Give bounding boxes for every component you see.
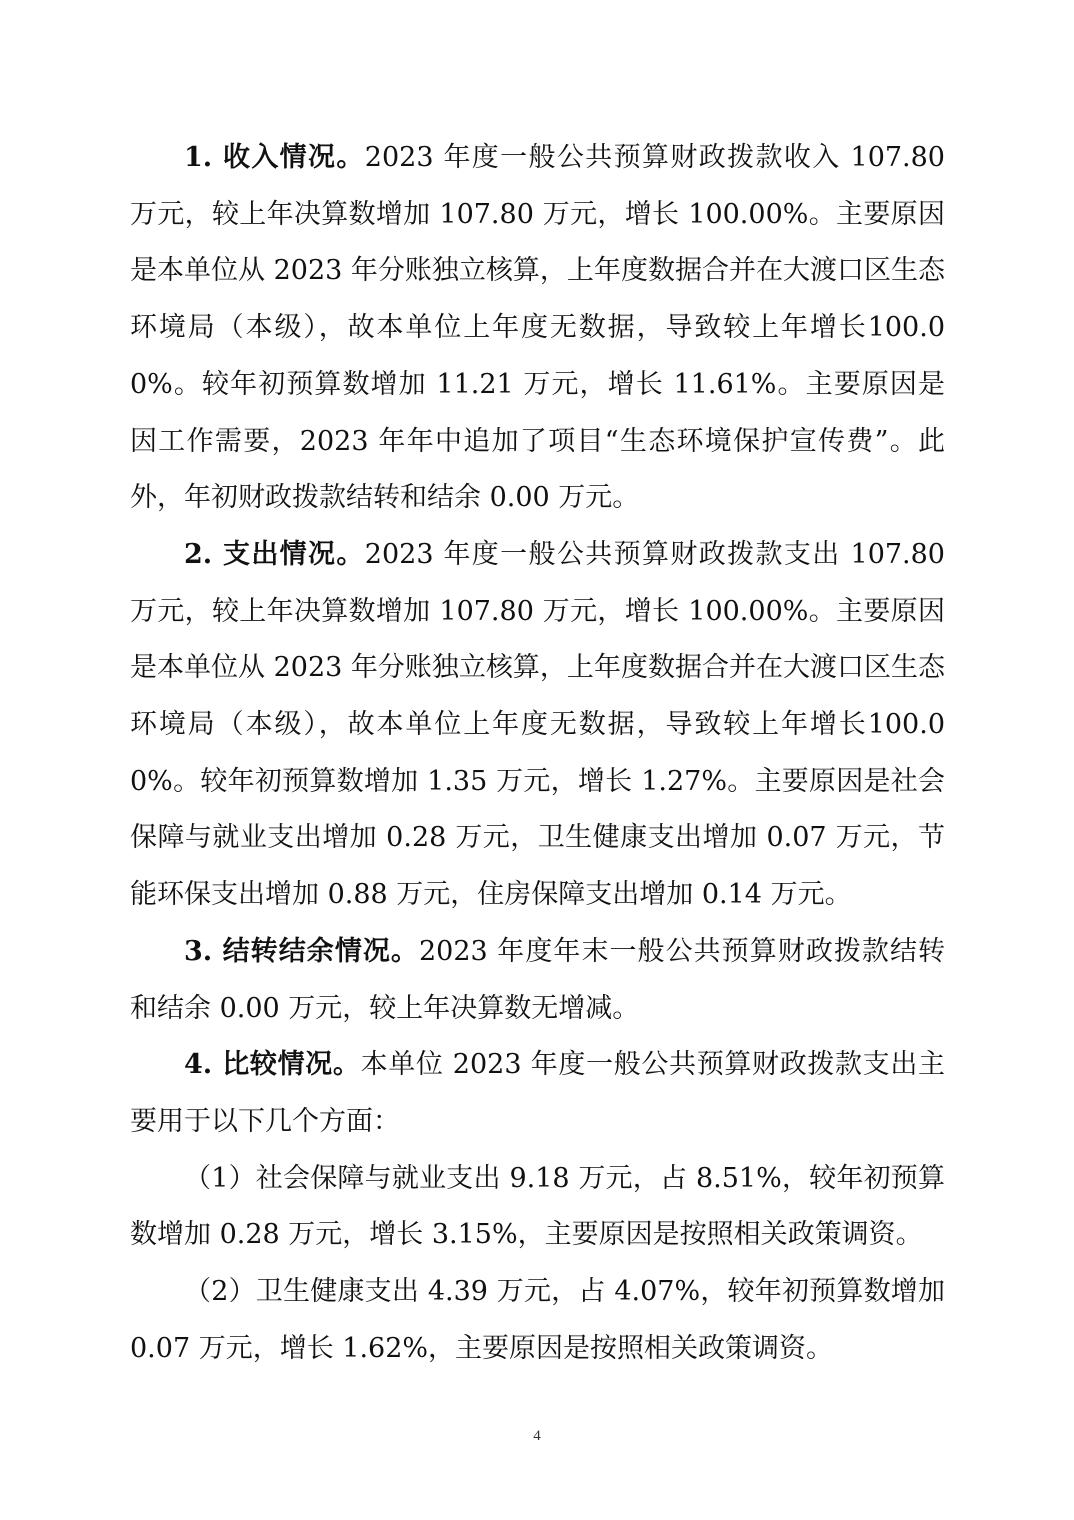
heading-carryover: 3. 结转结余情况。 <box>184 935 419 967</box>
paragraph-comparison <box>130 1037 945 1150</box>
text-item-2: （2）卫生健康支出 4.39 万元，占 4.07%，较年初预算数增加 0.07 万元，增长 1.62%，主要原因是按照相关政策调资。 <box>130 1276 945 1364</box>
paragraph-carryover <box>130 924 945 1037</box>
document-body <box>130 130 945 1377</box>
text-comparison: 本单位 2023 年度一般公共预算财政拨款支出主要用于以下几个方面： <box>130 1049 945 1137</box>
heading-comparison: 4. 比较情况。 <box>184 1049 361 1081</box>
text-carryover: 2023 年度年末一般公共预算财政拨款结转和结余 0.00 万元，较上年决算数无增减。 <box>130 935 946 1024</box>
heading-income: 1. 收入情况。 <box>184 142 365 173</box>
text-expenditure: 2023 年度一般公共预算财政拨款支出 107.80 万元，较上年决算数增加 107.80 万元，增长 100.00%。主要原因是本单位从 2023 年分账独立核算，上年度数据合并在大渡口区生态环境局（本级），故本单位上年度无数据，导致较上年增长100.00%。较年初预算数增加 1.35 万元，增长 1.27%。主要原因是社会保障与就业支出增加 0.28 万元，卫生健康支出增加 0.07 万元，节能环保支出增加 0.88 万元，住房保障支出增加 0.14 万元。 <box>130 538 945 911</box>
paragraph-income <box>130 130 945 527</box>
page-number: 4 <box>533 1428 541 1444</box>
paragraph-item-1 <box>130 1151 945 1264</box>
paragraph-item-2 <box>130 1264 945 1377</box>
text-income: 2023 年度一般公共预算财政拨款收入 107.80 万元，较上年决算数增加 107.80 万元，增长 100.00%。主要原因是本单位从 2023 年分账独立核算，上年度数据合并在大渡口区生态环境局（本级），故本单位上年度无数据，导致较上年增长100.00%。较年初预算数增加 11.21 万元，增长 11.61%。主要原因是因工作需要，2023 年年中追加了项目“生态环境保护宣传费”。此外，年初财政拨款结转和结余 0.00 万元。 <box>130 142 945 514</box>
heading-expenditure: 2. 支出情况。 <box>184 538 365 570</box>
paragraph-expenditure <box>130 527 945 924</box>
text-item-1: （1）社会保障与就业支出 9.18 万元，占 8.51%，较年初预算数增加 0.28 万元，增长 3.15%，主要原因是按照相关政策调资。 <box>130 1162 945 1251</box>
